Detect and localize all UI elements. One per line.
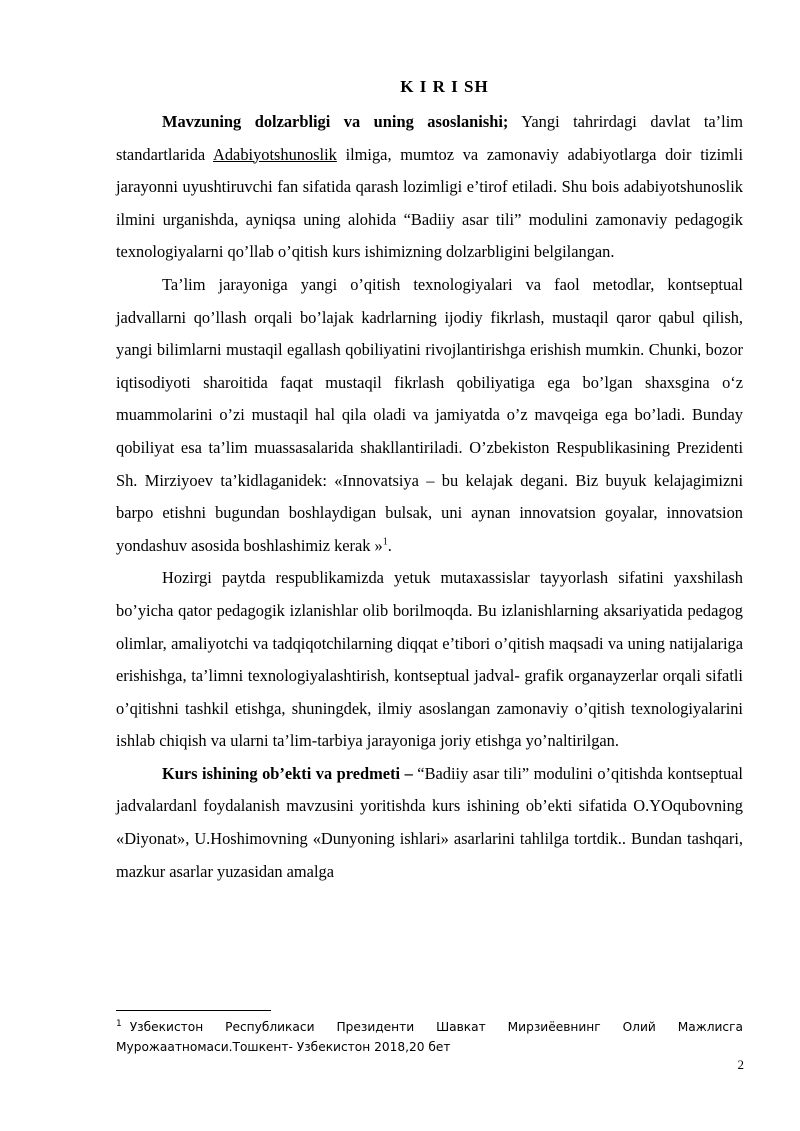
paragraph-relevance [116,106,743,269]
paragraph-text: Hozirgi paytda respublikamizda yetuk mutaxassislar tayyorlash sifatini yaxshilash bo’yicha qator pedagogik izlanishlar olib borilmoqda. Bu izlanishlarning aksariyatida pedagog olimlar, amaliyotchi va tadqiqotchilarning diqqat e’tibori o’qitish maqsadi va uning natijalariga erishishga, ta’limni texnologiyalashtirish, kontseptual jadval- grafik organayzerlar orqali sifatli o’qitishni tashkil etishga, shuningdek, ilmiy asoslangan zamonaviy o’qitish texnologiyalarini ishlab chiqish va ularni ta’lim-tarbiya jarayoniga joriy etishga yo’naltirilgan. [116,568,743,751]
page-number: 2 [737,1057,744,1072]
document-title: K I R I SH [400,77,489,96]
paragraph-object-subject [116,758,743,888]
paragraph-technologies [116,269,743,562]
paragraph-text: ilmiga, mumtoz va zamonaviy adabiyotlarga doir tizimli jarayonni uyushtiruvchi fan sifatida qarash lozimligi e’tirof etiladi. Shu bois adabiyotshunoslik ilmini urganishda, ayniqsa uning alohida “Badiiy asar tili” modulini zamonaviy pedagogik texnologiyalarni qo’llab o’qitish kurs ishimizning dolzarbligini belgilangan. [116,144,744,262]
paragraph-text: Yangi tahrirdagi davlat ta’lim standartlarida [116,112,743,164]
footnote-reference[interactable]: 1 [382,536,388,548]
document-body [116,74,743,888]
hyperlink-adabiyotshunoslik[interactable]: Adabiyotshunoslik [213,144,337,164]
paragraph-heading-relevance: Mavzuning dolzarbligi va uning asoslanishi; [162,112,509,131]
paragraph-research [116,562,743,758]
paragraph-text: . [387,535,392,555]
footnote-mark: 1 [116,1019,122,1029]
footnote [116,1014,743,1057]
paragraph-text: Ta’lim jarayoniga yangi o’qitish texnologiyalari va faol metodlar, kontseptual jadvallarni qo’llash orqali bo’lajak kadrlarning ijodiy fikrlash, mustaqil qaror qabul qilish, yangi bilimlarni mustaqil egallash qobiliyatini rivojlantirishga erishish mumkin. Chunki, bozor iqtisodiyoti sharoitida faqat mustaqil fikrlash qobiliyatiga ega bo’lgan shaxsgina o‘z muammolarini o’zi mustaqil hal qila oladi va jamiyatda o’z mavqeiga ega bo’ladi. Bunday qobiliyat esa ta’lim muassasalarida shakllantiriladi. O’zbekiston Respublikasining Prezidenti Sh. Mirziyoev ta’kidlaganidek: «Innovatsiya – bu kelajak degani. Biz buyuk kelajagimizni barpo etishni bugundan boshlaydigan bulsak, uni aynan innovatsion goyalar, innovatsion yondashuv asosida boshlashimiz kerak » [116,274,743,555]
footnote-text: Узбекистон Республикаси Президенти Шавкат Мирзиёевнинг Олий Мажлисга Мурожаатномаси.Тошкент- Узбекистон 2018,20 бет [116,1020,743,1055]
paragraph-text: “Badiiy asar tili” modulini o’qitishda kontseptual jadvalardanl foydalanish mavzusini yoritishda kurs ishining ob’ekti sifatida O.YOqubovning «Diyonat», U.Hoshimovning «Dunyoning ishlari» asarlarini tahlilga tortdik.. Bundan tashqari, mazkur asarlar yuzasidan amalga [116,763,743,881]
paragraph-heading-object: Kurs ishining ob’ekti va predmeti – [162,763,413,783]
footnote-separator [116,1010,271,1011]
